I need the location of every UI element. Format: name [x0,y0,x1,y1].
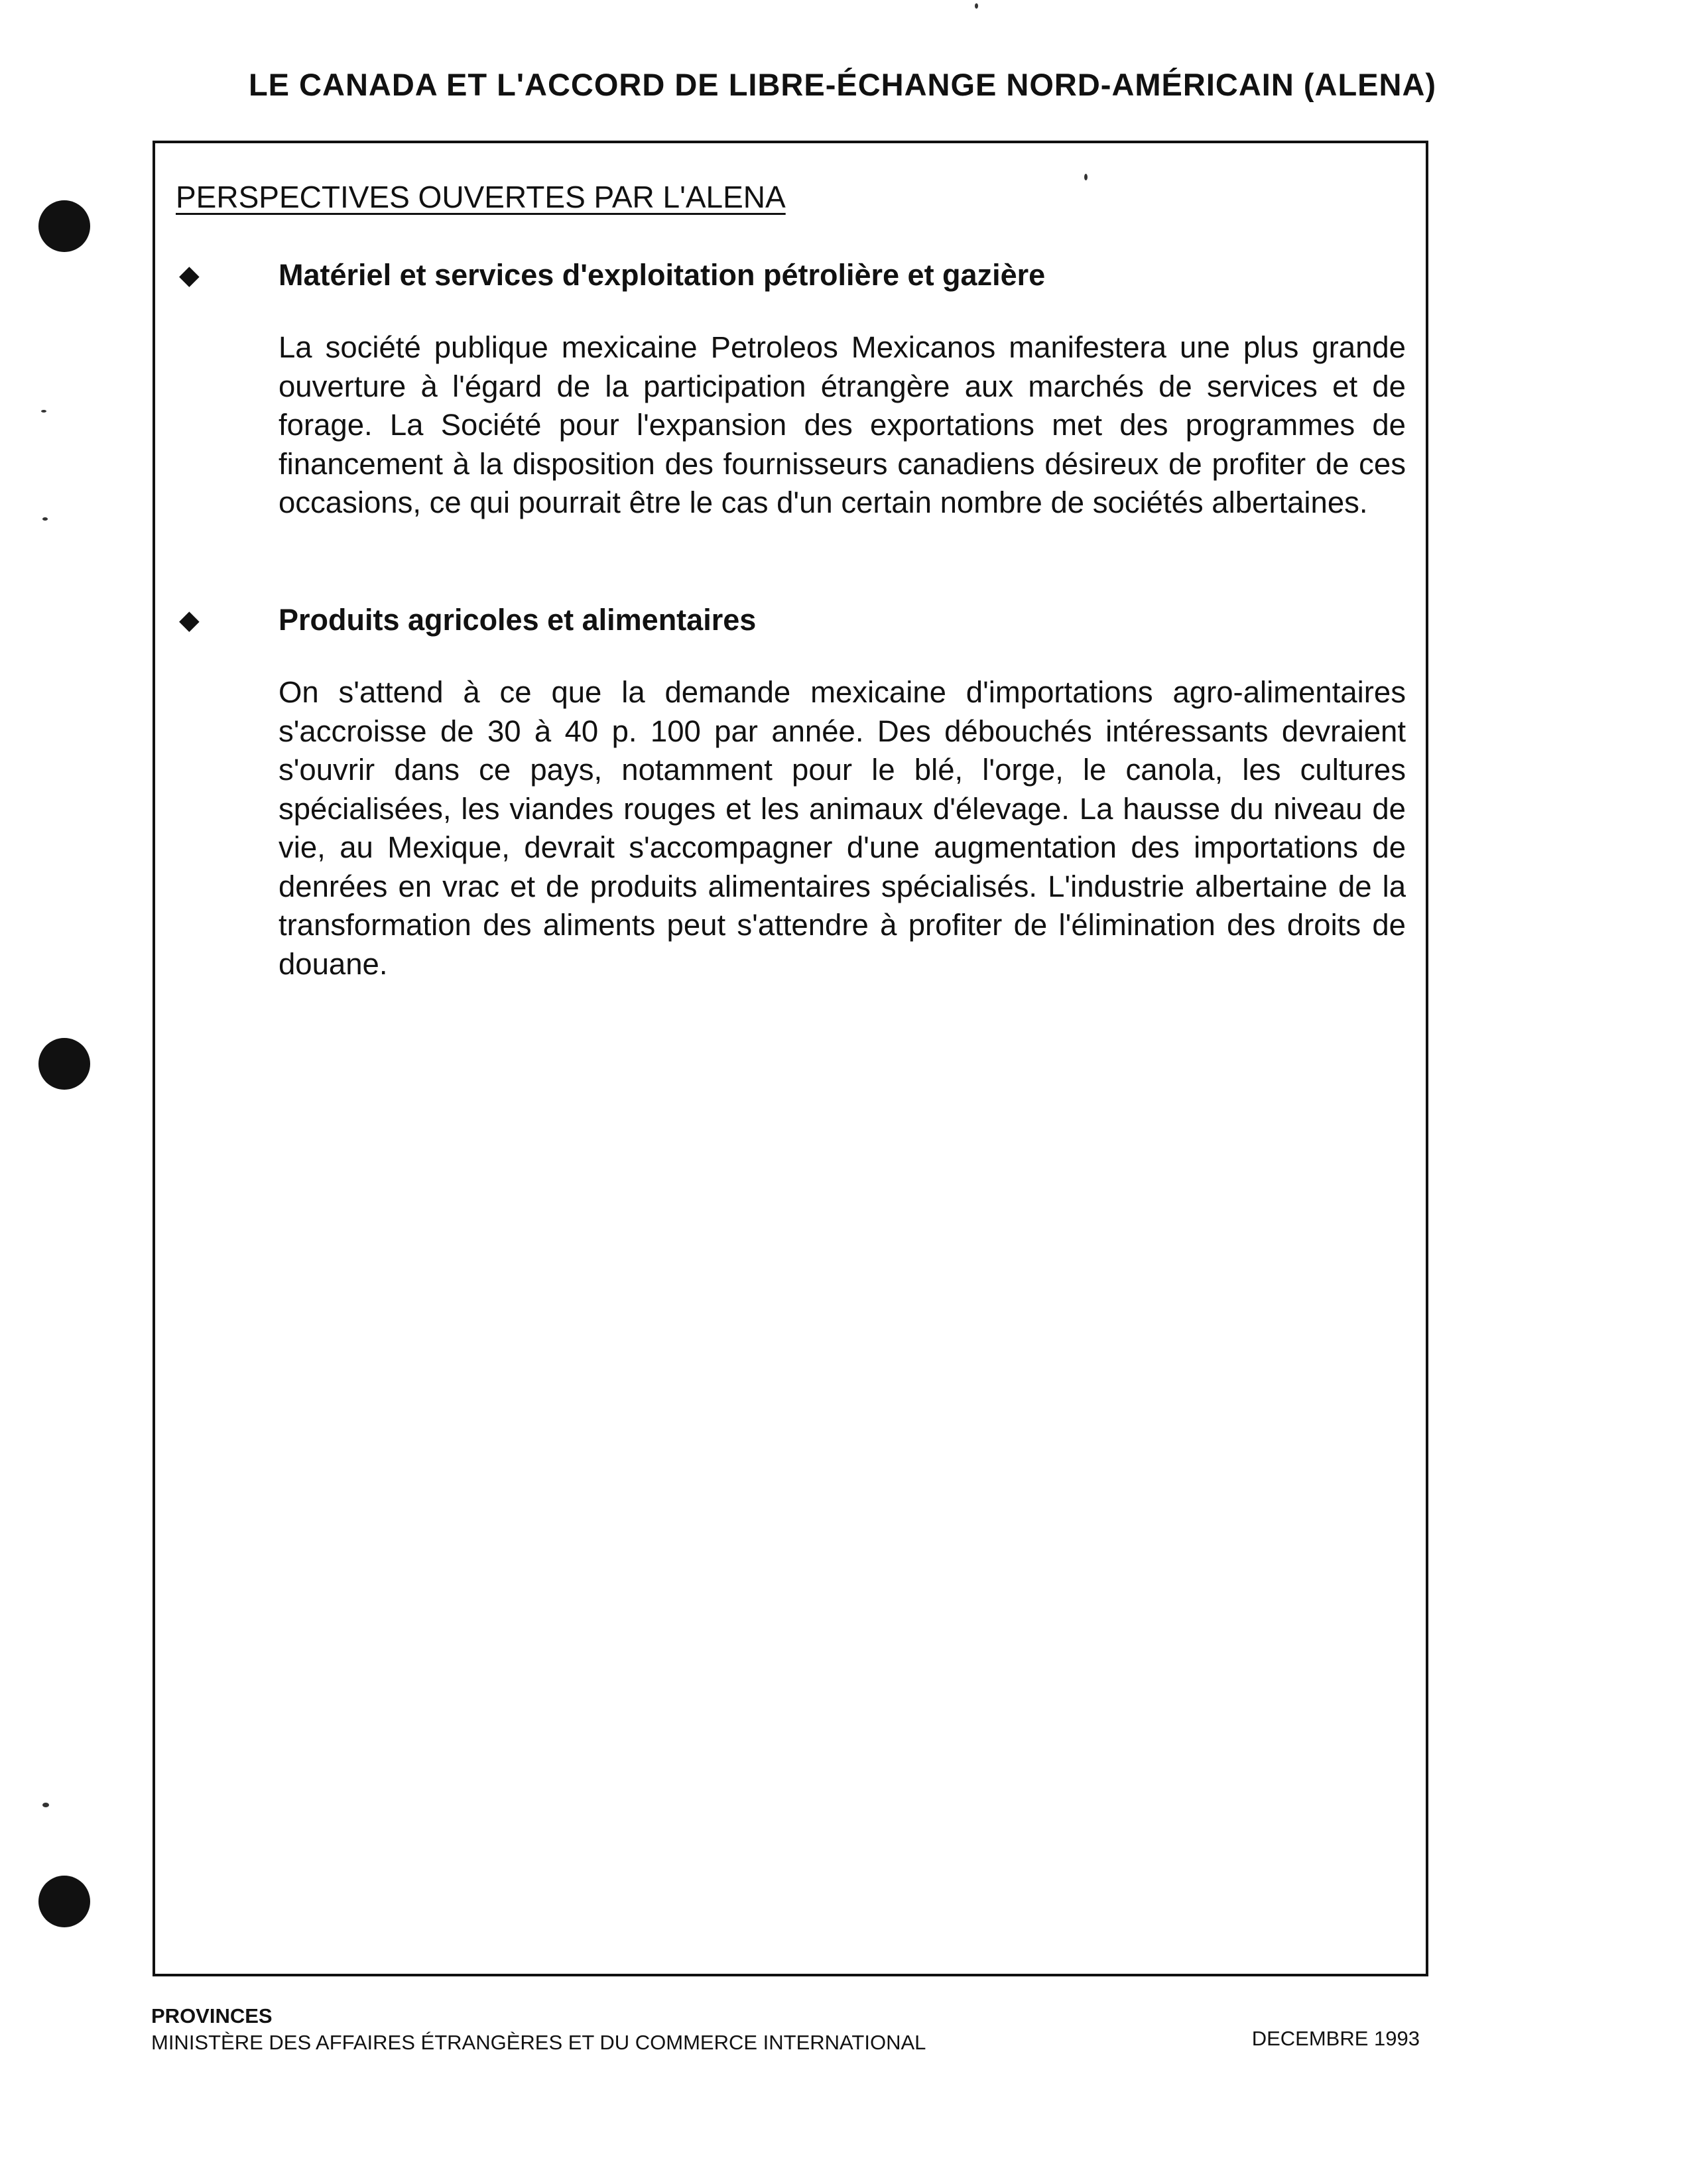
footer-category: PROVINCES [151,2004,273,2027]
footer-left [151,2003,926,2056]
scan-speck [42,517,48,521]
diamond-bullet-icon: ◆ [179,606,200,635]
bullet-body: La société publique mexicaine Petroleos Mexicanos manifestera une plus grande ouverture à l'égard de la participation étrangère aux marchés de services et de forage. La Société pour l'expansion des exportations met des programmes de financement à la disposition des fournisseurs canadiens désireux de profiter de ces occasions, ce qui pourrait être le cas d'un certain nombre de sociétés albertaines. [279,330,1406,519]
bullet-item [176,255,1409,523]
binder-hole [38,1876,90,1927]
binder-hole [38,1038,90,1090]
scan-speck [41,410,46,413]
footer-date: DECEMBRE 1993 [1251,2027,1420,2050]
scan-speck [975,3,978,9]
bullet-item [176,600,1409,984]
bullet-body: On s'attend à ce que la demande mexicaine d'importations agro-alimentaires s'accroisse de 30 à 40 p. 100 par année. Des débouchés intéressants devraient s'ouvrir dans ce pays, notamment pour le blé, l'orge, le canola, les cultures spécialisées, les viandes rouges et les animaux d'élevage. La hausse du niveau de vie, au Mexique, devrait s'accompagner d'une augmentation des importations de denrées en vrac et de produits alimentaires spécialisés. L'industrie albertaine de la transformation des aliments peut s'attendre à profiter de l'élimination des droits de douane. [279,675,1406,981]
bullet-header [176,600,1409,640]
footer-ministry: MINISTÈRE DES AFFAIRES ÉTRANGÈRES ET DU COMMERCE INTERNATIONAL [151,2031,926,2054]
binder-hole [38,200,90,252]
section-heading: PERSPECTIVES OUVERTES PAR L'ALENA [176,180,786,214]
scan-speck [42,1803,49,1807]
diamond-bullet-icon: ◆ [179,261,200,290]
bullet-title: Produits agricoles et alimentaires [279,603,757,637]
bullet-title: Matériel et services d'exploitation pétrolière et gazière [279,258,1046,292]
bullet-header [176,255,1409,295]
document-title: LE CANADA ET L'ACCORD DE LIBRE-ÉCHANGE NORD-AMÉRICAIN (ALENA) [248,67,1437,102]
